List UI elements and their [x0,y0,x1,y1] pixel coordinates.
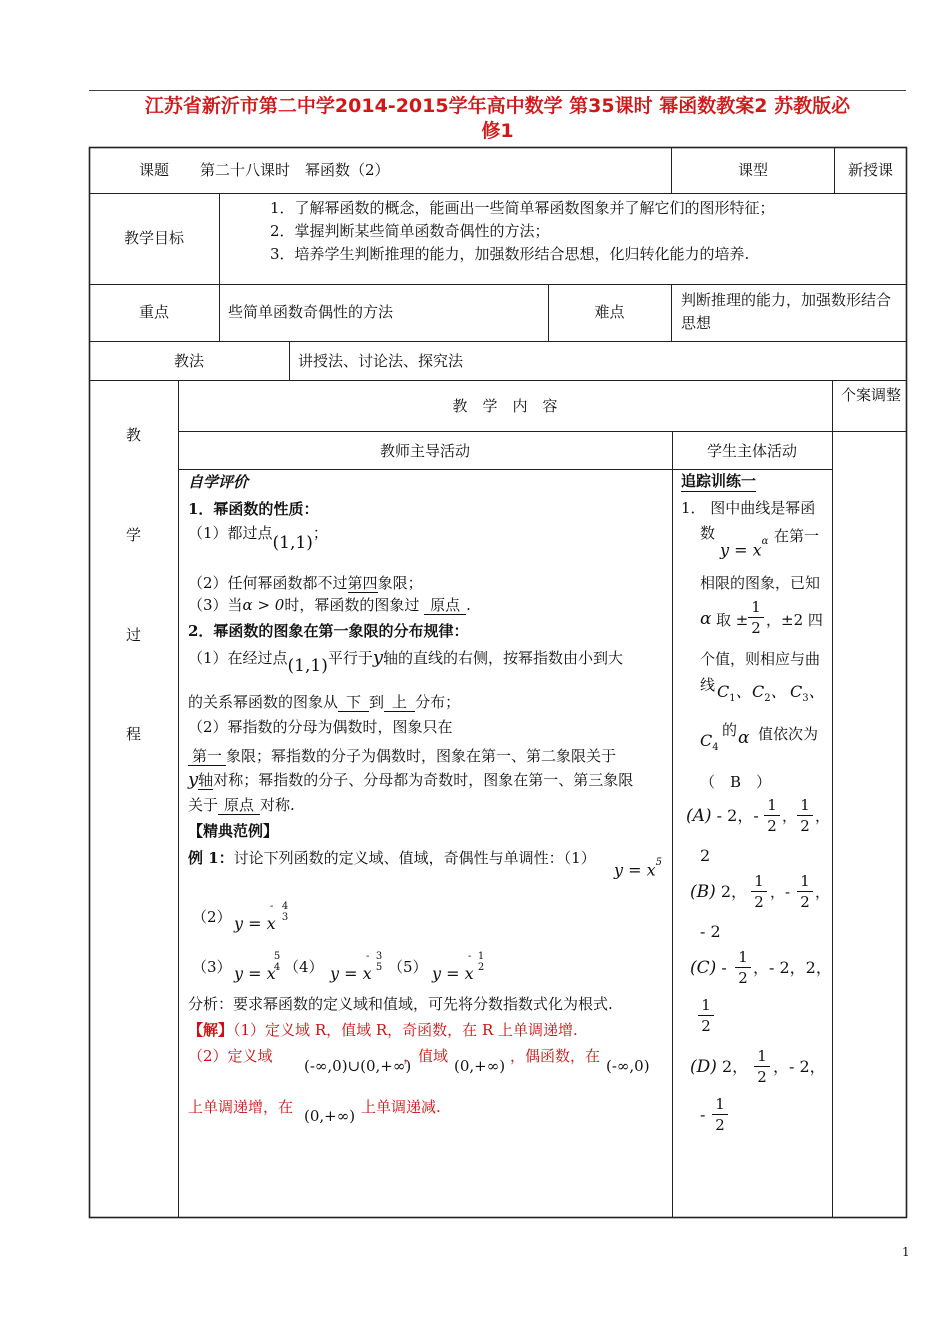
function-3-exp-num: 5 [273,951,281,962]
p2-1-rest: 轴的直线的右侧，按幂指数由小到大 [383,649,624,667]
option-c-label: (C) [690,958,717,978]
goal-3: 3．培养学生判断推理的能力，加强数形结合思想，化归转化能力的培养. [270,245,750,263]
option-d-label: (D) [690,1057,717,1077]
p2-item-1-cont [188,692,460,712]
option-b-frac-2-den: 2 [800,893,810,911]
function-2-exp [270,901,273,912]
process-char-2: 学 [125,526,141,544]
option-a-frac-1-num: 1 [764,796,780,816]
type-label: 课型 [737,161,768,179]
function-3-label: （3） [192,958,232,976]
option-c-frac-1-num: 1 [735,948,751,968]
option-a-comma-2: ， [815,807,831,825]
option-c-frac-2-num: 1 [698,996,714,1016]
curve-c2-letter: C [752,682,765,701]
q1-function-base: y = x [720,540,762,560]
q1-half-den: 2 [751,619,761,637]
p2-item-2-line3 [188,770,633,790]
curve-c1-sub: 1 [729,693,736,705]
p2-item-1 [188,647,624,676]
solution-2-e: 上单调递减. [361,1098,441,1116]
function-3 [234,964,276,984]
function-3-exp-frac [272,951,282,973]
key-value: 些简单函数奇偶性的方法 [228,303,394,321]
solution-2-c: ，偶函数，在 [510,1047,601,1065]
example-1-label: 例 1： [188,849,234,867]
q1-answer: （ B ） [700,773,772,791]
function-2-exp-den: 3 [281,912,289,923]
p1-3-mid: 时，幂函数的图象过 [284,596,420,614]
p2-2-y: y [188,769,199,790]
option-b-part-2: ，- [770,883,791,901]
q1-alpha: α [700,609,712,629]
option-a-part-1: - 2，- [716,806,759,825]
option-a-frac-2 [797,796,813,836]
function-4-base: y = x [330,964,372,983]
option-c-frac-1 [735,948,751,988]
q1-line-4: ，±2 四 [766,611,823,629]
curve-c4-letter: C [700,731,713,750]
p2-2-blank-2: 轴 [198,771,214,789]
q1-line-2a: 数 [700,524,716,542]
curve-c2: $C_2$、 [752,682,787,705]
function-2 [234,914,276,934]
function-5 [432,964,474,984]
goals-label: 教学目标 [123,229,184,247]
function-4-exp-den: 5 [375,962,383,973]
option-c-frac-2-den: 2 [701,1017,711,1035]
p2-1-text: （1）在经过点 [188,649,288,667]
p2-1-mid: 平行于 [327,649,373,667]
option-b [690,882,747,902]
option-b-label: (B) [690,882,716,902]
p2-item-2-line2 [188,746,616,766]
p1-1-text: （1）都过点 [188,524,273,542]
option-a-comma-1: ， [782,807,798,825]
function-5-exp [468,951,471,962]
p1-2-text: （2）任何幂函数都不过 [188,574,348,592]
option-d-frac-1-den: 2 [757,1068,767,1086]
curve-c3-letter: C [790,682,803,701]
classic-examples-title: 【精典范例】 [188,822,279,840]
q1-line-1: 1． 图中曲线是幂函 [681,499,816,517]
option-b-frac-2 [797,872,813,912]
p1-3-cond: α > 0 [242,596,285,614]
page-number: 1 [902,1245,910,1259]
option-d-frac-1-num: 1 [754,1047,770,1067]
method-value: 讲授法、讨论法、探究法 [298,352,464,370]
p2-1-point: (1,1) [287,656,328,676]
solution-2-a: （2）定义域 [188,1047,273,1065]
solution-2-domain: (-∞,0)∪(0,+∞) [304,1057,412,1075]
p2-1-cont-text: 的关系幂函数的图象从 [188,693,339,711]
curve-c3: $C_3$、 [790,682,825,705]
option-a [686,806,759,826]
option-d-part-3: - [700,1105,706,1124]
option-a-label: (A) [686,806,712,826]
p1-2-blank: 第四 [347,574,378,592]
p1-3-blank: 原点 [424,597,466,615]
function-5-exp-num: 1 [477,951,485,962]
function-4-exp-num: 3 [375,951,383,962]
option-c-frac-2 [698,996,714,1036]
curve-c3-sub: 3 [802,693,809,705]
option-d-frac-2 [712,1095,728,1135]
q1-line-5: 个值，则相应与曲 [700,650,821,668]
analysis-text: 分析：要求幂函数的定义域和值域，可先将分数指数式化为根式. [188,995,613,1013]
function-4-label: （4） [284,958,324,976]
q1-of: 的 [722,721,738,739]
option-d-frac-1 [754,1047,770,1087]
function-3-exp-den: 4 [273,962,281,973]
process-char-3: 过 [125,626,141,644]
option-d-frac-2-num: 1 [712,1095,728,1115]
student-header: 学生主体活动 [706,442,797,460]
topic-label: 课题 [138,161,169,179]
p2-2-blank-3: 原点 [218,797,260,815]
p2-item-2-line4 [188,795,295,815]
option-c [690,958,727,978]
q1-alpha-2: α [738,728,750,748]
adjust-header: 个案调整 [840,386,901,404]
p1-2-end: 象限； [377,574,423,592]
solution-2-interval-1: (-∞,0) [606,1057,650,1075]
function-2-base: y = x [234,914,276,933]
example-1 [188,848,596,868]
option-a-frac-1-den: 2 [767,817,777,835]
solution-1 [188,1020,578,1040]
process-char-4: 程 [125,725,141,743]
function-5-exp-den: 2 [477,962,485,973]
p2-1-y: y [372,647,384,668]
solution-2-b: ，值域 [403,1047,449,1065]
q1-function-exp: α [761,536,769,547]
p1-item-3 [188,595,471,615]
goal-2: 2．掌握判断某些简单函数奇偶性的方法； [270,222,550,240]
q1-function [720,537,768,560]
solution-label: 【解】 [188,1021,234,1039]
q1-line-7: 值依次为 [758,725,819,743]
teacher-header: 教师主导活动 [379,442,470,460]
function-5-exp-sign: - [468,951,472,962]
option-a-part-4: 2 [700,846,711,865]
option-c-part-2: ，- 2，2， [753,958,832,977]
function-1-base: y = x [614,860,656,880]
curve-c1: $C_1$、 [717,682,752,705]
q1-pm: 取 ± [716,611,749,629]
function-4 [330,964,372,984]
option-b-frac-2-num: 1 [797,872,813,892]
option-c-part-1: - [721,958,727,977]
q1-line-6: 线 [700,676,716,694]
option-b-part-1: 2， [720,882,748,901]
q1-half-num: 1 [748,598,764,618]
difficult-value: 判断推理的能力，加强数形结合思想 [681,291,892,332]
function-5-base: y = x [432,964,474,983]
difficult-label: 难点 [594,303,625,321]
p1-item-2 [188,573,423,593]
option-a-frac-1 [764,796,780,836]
p2-1-to: 到 [369,693,385,711]
p2-2-about: 关于 [188,796,219,814]
self-eval-title: 自学评价 [188,473,249,491]
function-2-label: （2） [192,908,232,926]
topic-value: 第二十八课时 幂函数（2） [200,161,390,179]
option-b-frac-1-den: 2 [754,893,764,911]
q1-line-2b: 在第一 [774,527,820,545]
option-a-frac-2-den: 2 [800,817,810,835]
solution-2-range: (0,+∞) [454,1057,506,1075]
process-char-1: 教 [125,426,141,444]
function-5-exp-frac [476,951,486,973]
goal-1: 1．了解幂函数的概念，能画出一些简单幂函数图象并了解它们的图形特征； [270,199,775,217]
option-d-part-1: 2， [722,1057,749,1076]
option-d-part-2: ，- 2， [773,1057,826,1076]
option-c-frac-1-den: 2 [738,969,748,987]
function-2-exp-num: 4 [281,901,289,912]
p1-3-text: （3）当 [188,596,243,614]
p1-1-point: (1,1) [272,533,313,553]
key-label: 重点 [138,303,169,321]
option-d [690,1057,748,1077]
p1-item-1 [188,523,328,553]
function-2-exp-sign: - [270,901,274,912]
function-5-label: （5） [388,958,428,976]
p2-2-blank-1: 第一 [188,748,226,766]
option-d-frac-2-den: 2 [715,1116,725,1134]
option-b-part-3: ， [815,883,831,901]
option-b-frac-1-num: 1 [751,872,767,892]
solution-2-d: 上单调递增，在 [188,1098,294,1116]
curve-c1-letter: C [717,682,730,701]
q1-line-3: 相限的图象，已知 [700,574,821,592]
curve-c4 [700,731,719,758]
p2-1-blank-2: 上 [384,694,415,712]
function-1-exp: 5 [655,857,663,868]
solution-1-text: （1）定义域 R，值域 R，奇函数，在 R 上单调递增. [233,1021,578,1039]
function-2-exp-frac [280,901,290,923]
p2-2-text-2: 对称；幂指数的分子、分母都为奇数时，图象在第一、第三象限 [213,771,634,789]
option-b-part-4: - 2 [700,922,721,941]
p1-1-end: ； [312,524,328,542]
option-a-frac-2-num: 1 [797,796,813,816]
type-value: 新授课 [847,161,893,179]
p2-2-text: 象限；幂指数的分子为偶数时，图象在第一、第二象限关于 [226,747,617,765]
function-1 [614,857,662,880]
method-label: 教法 [173,352,204,370]
function-4-exp [366,951,369,962]
example-1-text: 讨论下列函数的定义域、值域，奇偶性与单调性：（1） [233,849,596,867]
function-4-exp-frac [374,951,384,973]
p2-1-blank-1: 下 [338,694,369,712]
curve-c2-sub: 2 [764,693,771,705]
function-4-exp-sign: - [366,951,370,962]
track-title: 追踪训练一 [681,472,757,490]
p2-title: 2．幂函数的图象在第一象限的分布规律： [188,622,469,640]
p2-1-end: 分布； [415,693,461,711]
p1-3-end: . [466,596,471,614]
p2-2-end: 对称. [260,796,295,814]
option-b-frac-1 [751,872,767,912]
content-header: 教 学 内 容 [452,397,558,415]
function-3-base: y = x [234,964,276,983]
title-line-2: 修1 [481,120,514,142]
solution-2-interval-2: (0,+∞) [304,1107,356,1125]
p1-title: 1．幂函数的性质： [188,500,319,518]
title-line-1: 江苏省新沂市第二中学2014-2015学年高中数学 第35课时 幂函数教案2 苏教版必 [144,95,851,117]
curve-c4-sub: 4 [712,742,719,754]
q1-half [748,598,764,638]
p2-item-2: （2）幂指数的分母为偶数时，图象只在 [188,718,453,736]
